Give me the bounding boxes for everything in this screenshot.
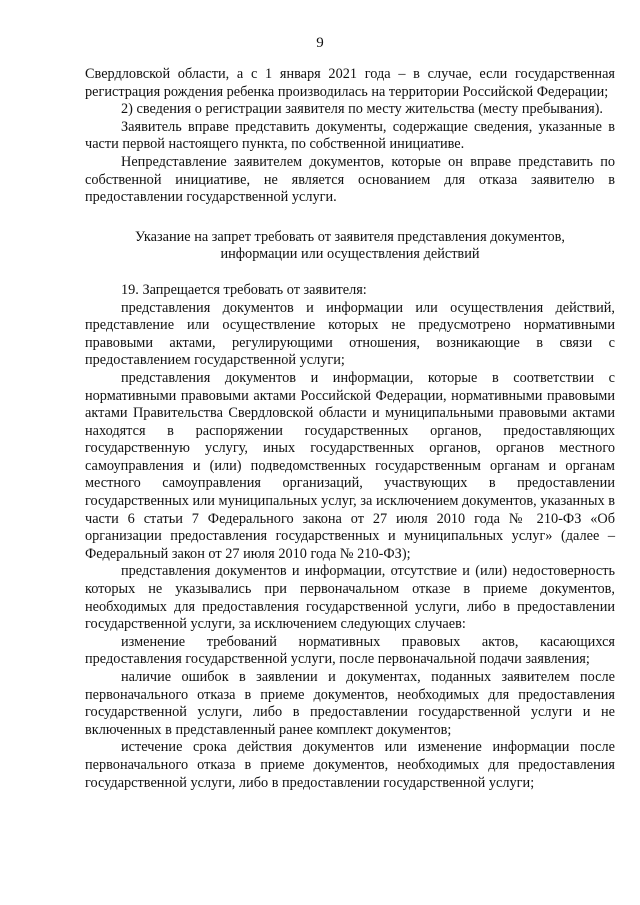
document-body (85, 66, 615, 792)
paragraph-documents-not-indicated: представления документов и информации, отсутствие и (или) недостоверность которых не указывались при первоначальном отказе в приеме документов, необходимых для предоставления государственной услуги, либо в предоставлении государственной услуги, за исключением следующих случаев: (85, 563, 615, 633)
paragraph-19-intro: 19. Запрещается требовать от заявителя: (121, 281, 367, 298)
paragraph-case-errors: наличие ошибок в заявлении и документах, поданных заявителем после первоначального отказа в приеме документов, необходимых для предоставления государственной услуги, либо в предоставлении государственной услуги и не включенных в представленный ранее комплект документов; (85, 669, 615, 738)
paragraph-item-2: 2) сведения о регистрации заявителя по месту жительства (месту пребывания). (121, 101, 603, 118)
paragraph-applicant-right: Заявитель вправе представить документы, содержащие сведения, указанные в части первой настоящего пункта, по собственной инициативе. (85, 118, 615, 153)
page-number: 9 (316, 35, 324, 51)
paragraph-case-expiry: истечение срока действия документов или изменение информации после первоначального отказа в приеме документов, необходимых для предоставления государственной услуги, либо в предоставлении государственной услуги; (85, 739, 615, 791)
section-heading: Указание на запрет требовать от заявителя представления документов, информации или осуществления действий (135, 228, 565, 263)
paragraph-non-submission: Непредставление заявителем документов, которые он вправе представить по собственной инициативе, не является основанием для отказа заявителю в предоставлении государственной услуги. (85, 153, 615, 206)
paragraph-continuation: Свердловской области, а с 1 января 2021 года – в случае, если государственная регистрация рождения ребенка производилась на территории Российской Федерации; (85, 66, 615, 100)
paragraph-case-requirements-change: изменение требований нормативных правовых актов, касающихся предоставления государственной услуги, после первоначальной подачи заявления; (85, 633, 615, 668)
paragraph-not-provided-by-acts: представления документов и информации или осуществления действий, представление или осуществление которых не предусмотрено нормативными правовыми актами, регулирующими отношения, возникающие в связи с предоставлением государственной услуги; (85, 299, 615, 369)
paragraph-documents-in-possession: представления документов и информации, которые в соответствии с нормативными правовыми актами Российской Федерации, нормативными правовыми актами Правительства Свердловской области и муниципальными правовыми актами находятся в распоряжении государственных органов, предоставляющих государственную услугу, иных государственных органов, органов местного самоуправления и (или) подведомственных государственным органам и органам местного самоуправления организаций, участвующих в предоставлении государственных или муниципальных услуг, за исключением документов, указанных в части 6 статьи 7 Федерального закона от 27 июля 2010 года № 210-ФЗ «Об организации предоставления государственных и муниципальных услуг» (далее – Федеральный закон от 27 июля 2010 года № 210-ФЗ); (85, 369, 615, 562)
